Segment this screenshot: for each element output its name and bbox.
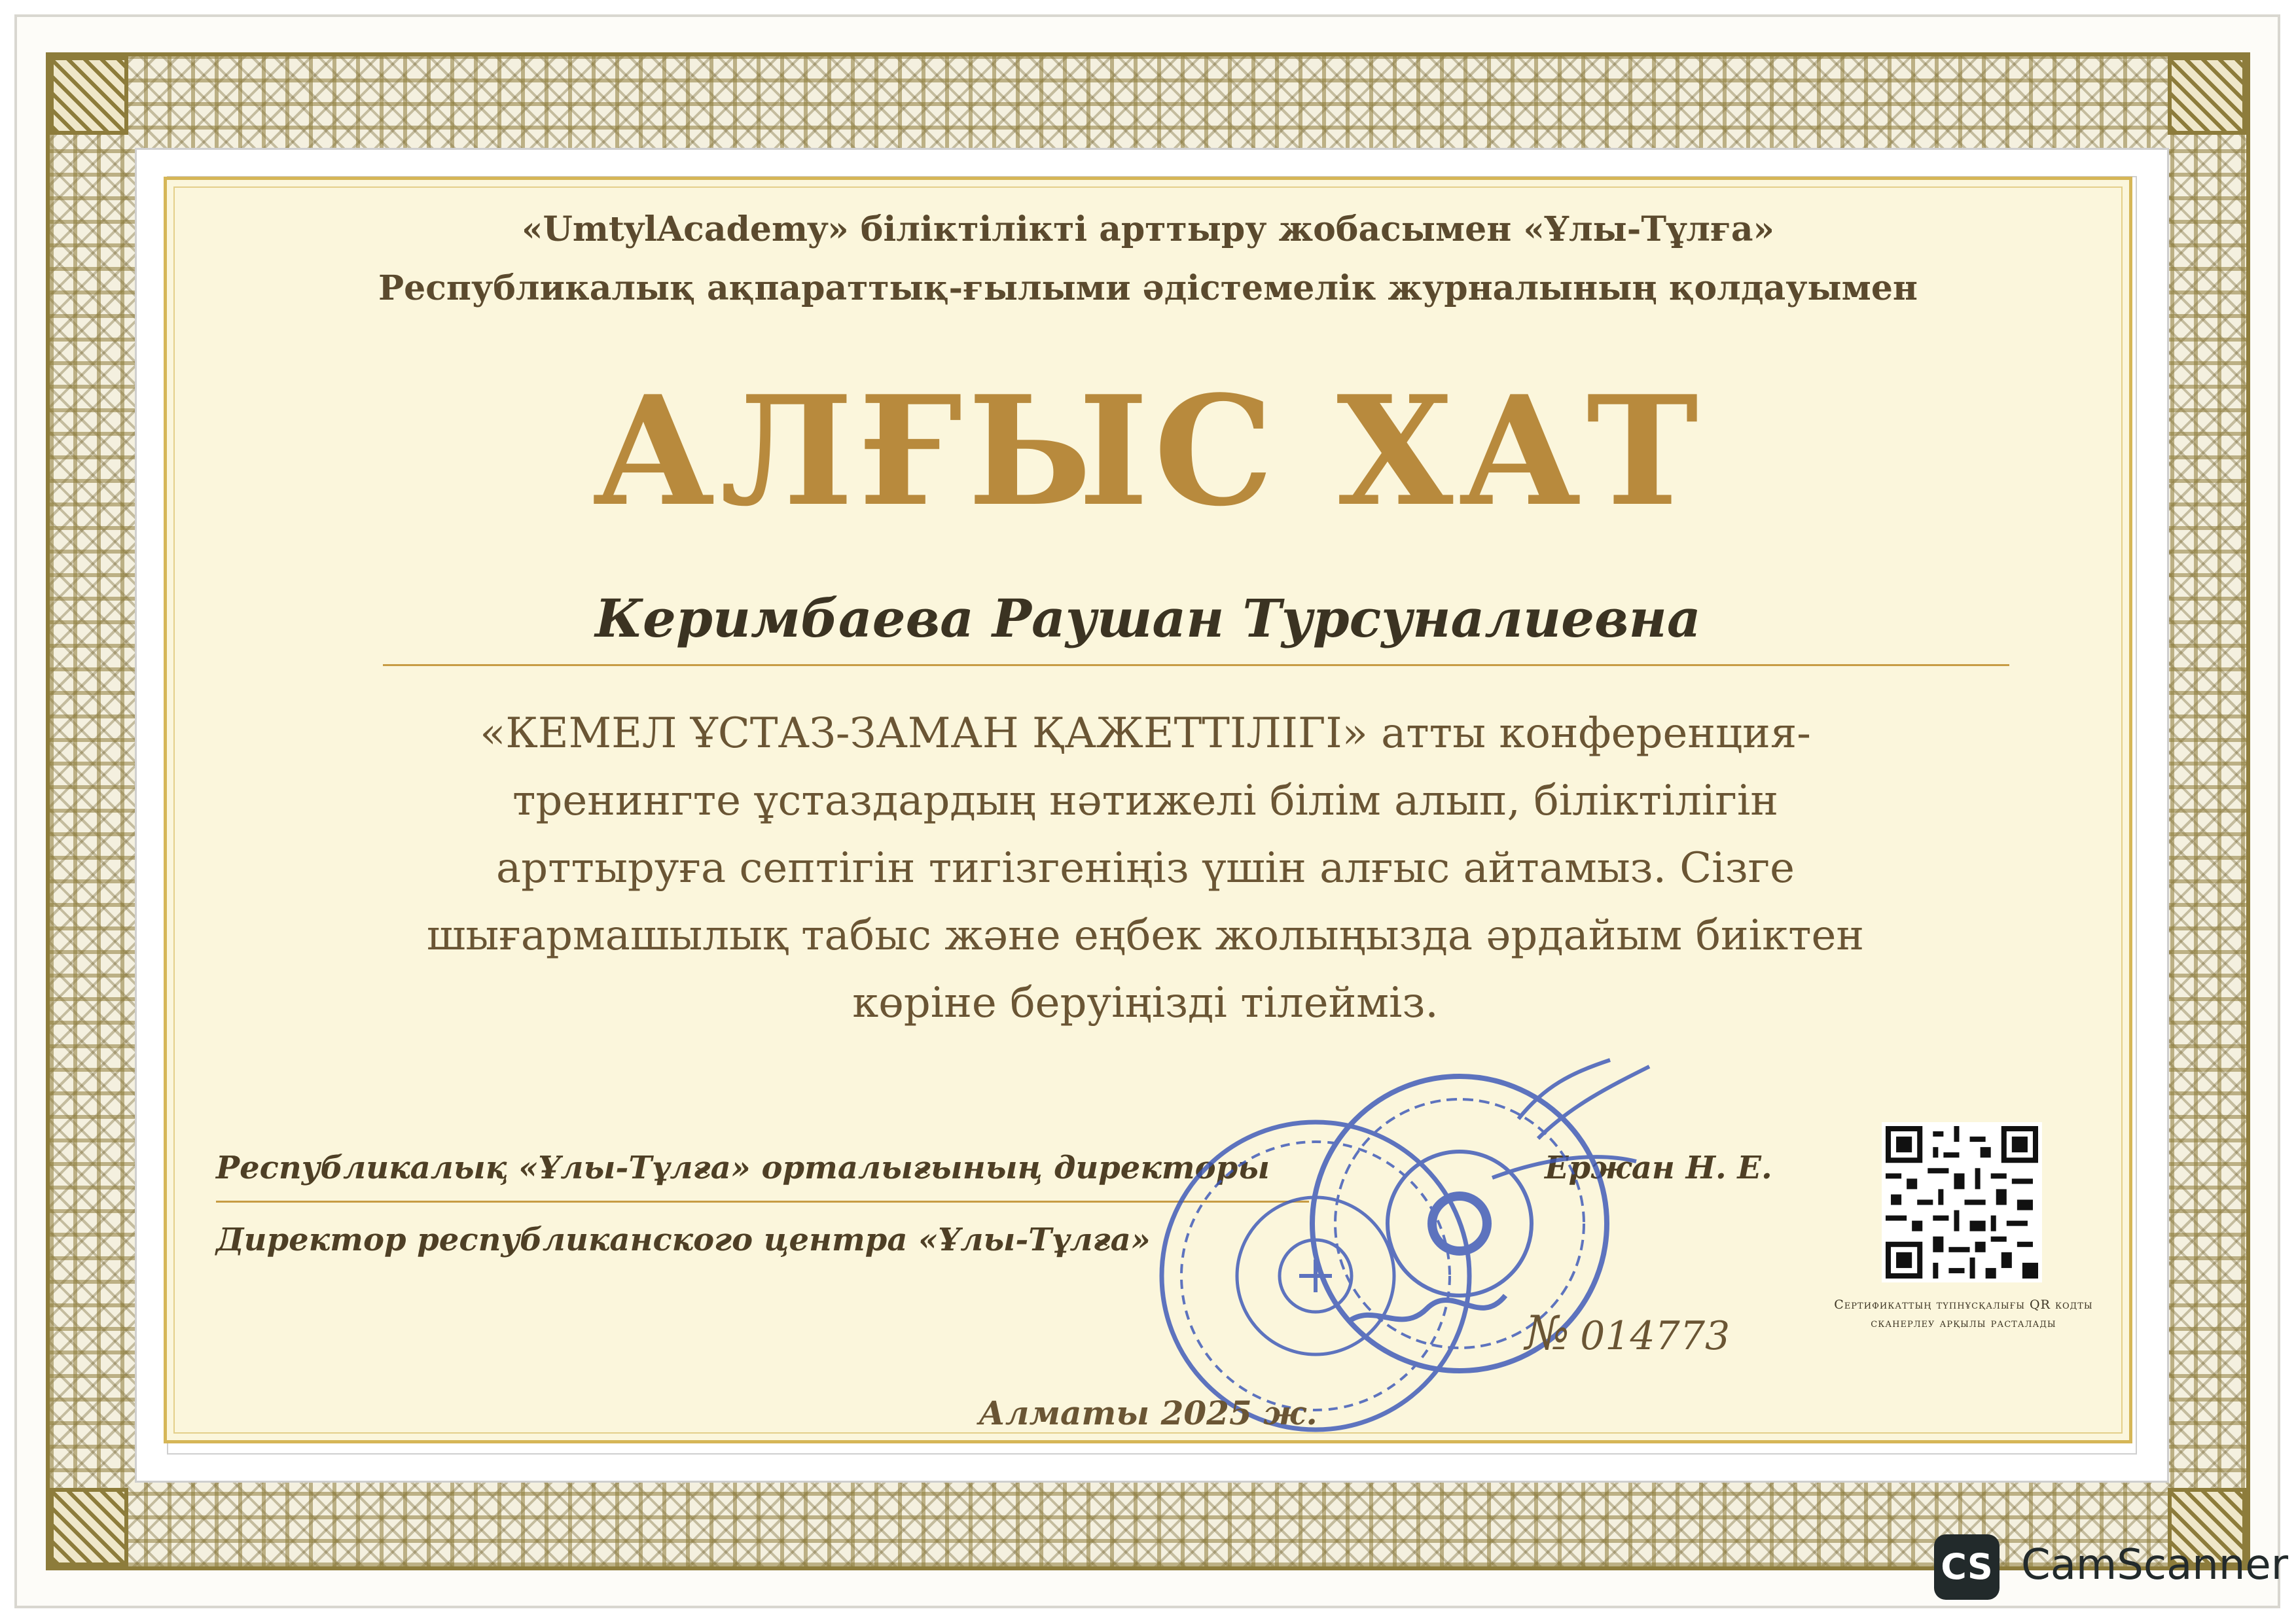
corner-ornament-top-right — [2168, 56, 2246, 135]
corner-ornament-bottom-left — [50, 1488, 128, 1566]
recipient-underline — [383, 664, 2009, 666]
signatory-role-kk: Республикалық «Ұлы-Тұлға» орталығының директоры — [216, 1150, 1270, 1186]
official-stamp-and-signature — [1152, 1047, 1689, 1453]
body-line-4: шығармашылық табыс және еңбек жолыңызда әрдайым биіктен — [426, 911, 1865, 960]
certificate-number-value: 014773 — [1580, 1313, 1731, 1359]
camscanner-watermark: CamScanner — [2021, 1541, 2289, 1589]
city-date: Алматы 2025 ж. — [978, 1394, 1318, 1432]
header-line-2: Республикалық ақпараттық-ғылыми әдістемелік журналының қолдауымен — [378, 268, 1918, 308]
body-text — [295, 700, 1996, 1037]
recipient-name: Керимбаева Раушан Турсуналиевна — [595, 588, 1701, 649]
body-line-1: «КЕМЕЛ ҰСТАЗ-ЗАМАН ҚАЖЕТТІЛІГІ» атты конференция- — [480, 709, 1811, 758]
signatory-role-ru: Директор республиканского центра «Ұлы-Тұлға» — [216, 1222, 1151, 1258]
signature-rule — [216, 1201, 1309, 1203]
qr-code-icon — [1882, 1122, 2042, 1282]
certificate-title: АЛҒЫС ХАТ — [592, 363, 1704, 540]
body-line-3: арттыруға септігін тигізгеніңіз үшін алғыс айтамыз. Сізге — [496, 844, 1795, 892]
body-line-5: көріне беруіңізді тілейміз. — [852, 979, 1439, 1027]
qr-caption — [1793, 1296, 2134, 1332]
certificate-number — [1525, 1305, 1730, 1360]
qr-caption-line-2: сканерлеу арқылы расталады — [1871, 1316, 2056, 1330]
header-line-1: «UmtylAcademy» біліктілікті арттыру жобасымен «Ұлы-Тұлға» — [521, 209, 1775, 249]
body-line-2: тренингте ұстаздардың нәтижелі білім алып, біліктілігін — [512, 777, 1779, 825]
qr-caption-line-1: Сертификаттың түпнұсқалығы QR кодты — [1834, 1297, 2093, 1312]
camscanner-logo-icon: CS — [1934, 1534, 2000, 1600]
signatory-name: Ержан Н. Е. — [1545, 1150, 1772, 1186]
corner-ornament-top-left — [50, 56, 128, 135]
number-sign: № — [1525, 1305, 1570, 1360]
